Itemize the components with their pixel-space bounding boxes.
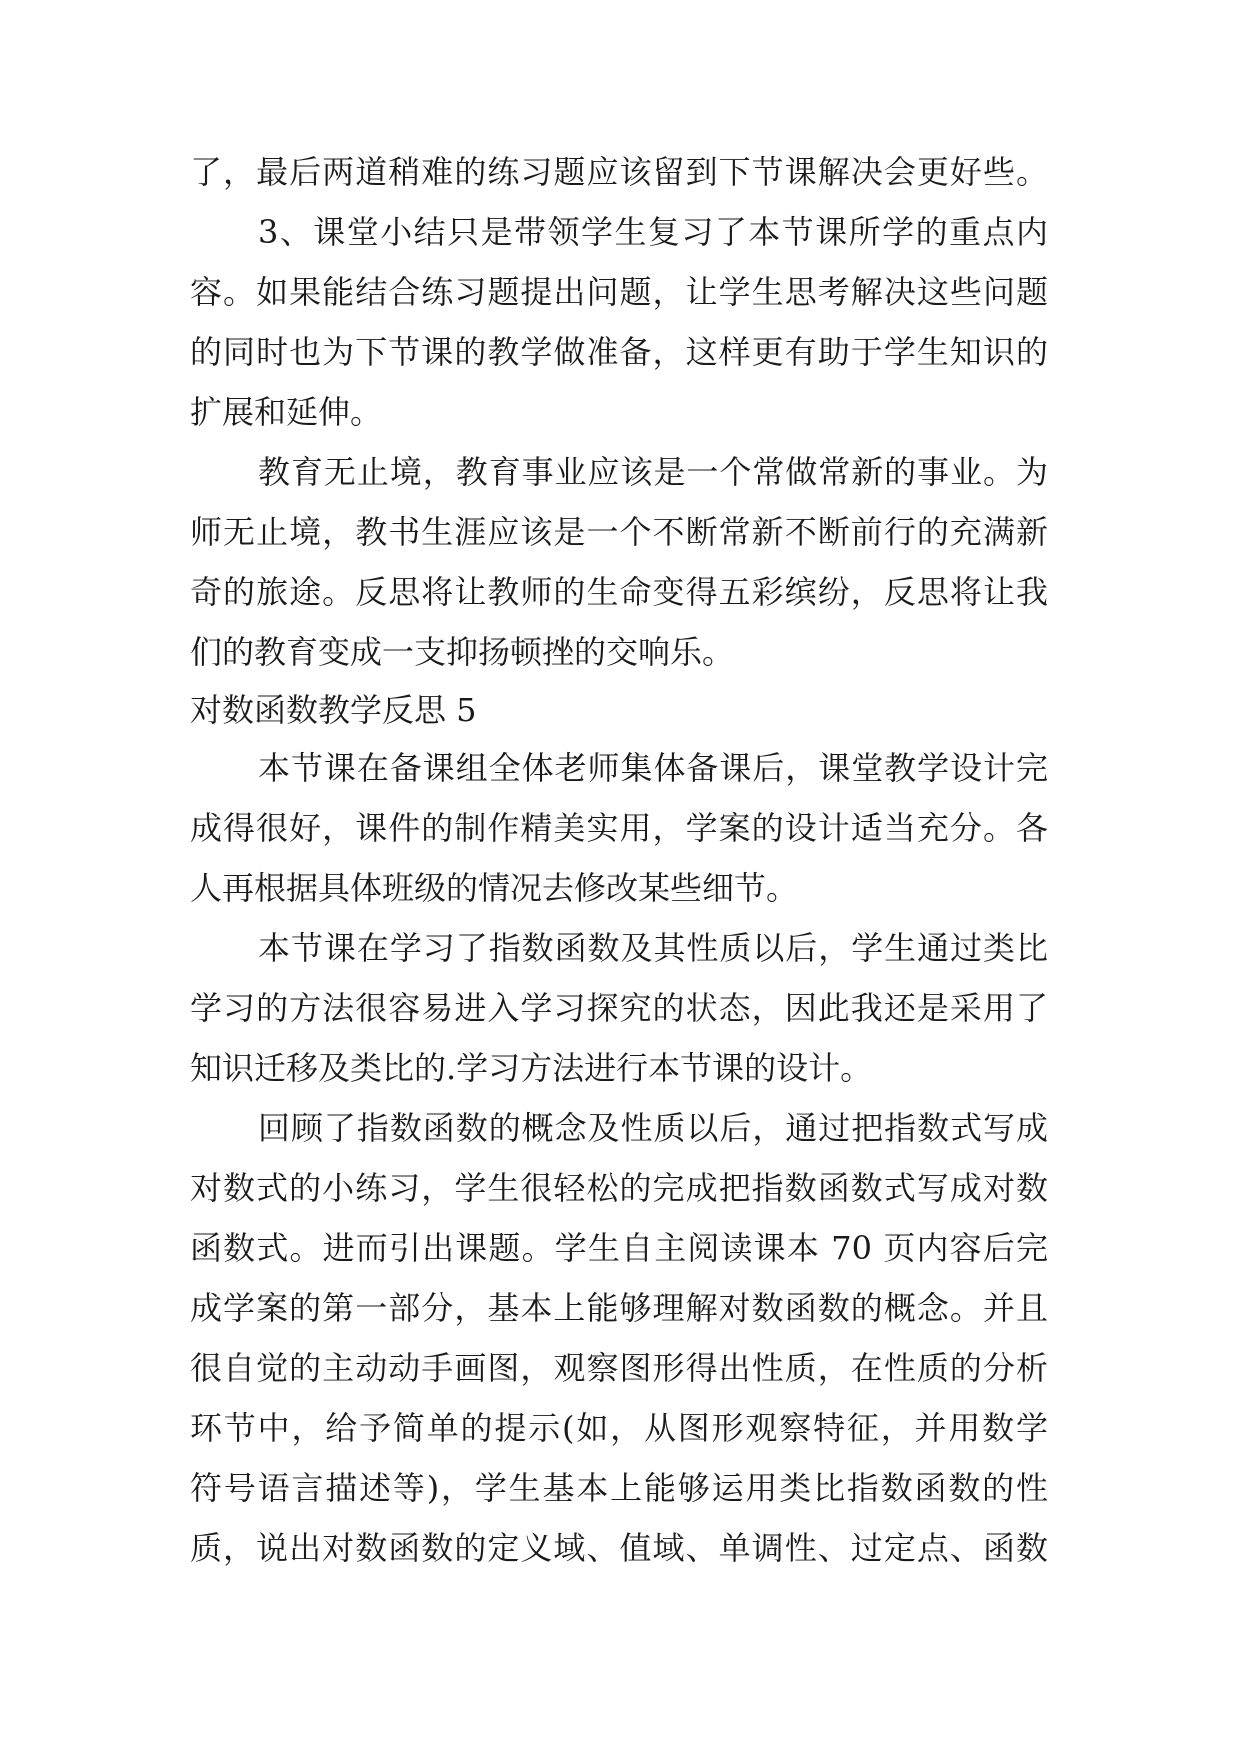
- text-line: 人再根据具体班级的情况去修改某些细节。: [190, 869, 799, 907]
- text-line: 教育无止境，教育事业应该是一个常做常新的事业。为: [258, 453, 1048, 491]
- text-line: 知识迁移及类比的.学习方法进行本节课的设计。: [190, 1049, 873, 1087]
- text-line: 们的教育变成一支抑扬顿挫的交响乐。: [190, 633, 735, 671]
- text-line: 符号语言描述等)，学生基本上能够运用类比指数函数的性: [190, 1469, 1048, 1507]
- text-line: 质，说出对数函数的定义域、值域、单调性、过定点、函数: [190, 1529, 1048, 1567]
- text-line: 师无止境，教书生涯应该是一个不断常新不断前行的充满新: [190, 513, 1048, 551]
- text-line: 成学案的第一部分，基本上能够理解对数函数的概念。并且: [190, 1289, 1048, 1327]
- text-line: 很自觉的主动动手画图，观察图形得出性质，在性质的分析: [190, 1349, 1048, 1387]
- text-line: 的同时也为下节课的教学做准备，这样更有助于学生知识的: [190, 333, 1048, 371]
- text-line: 函数式。进而引出课题。学生自主阅读课本 70 页内容后完: [190, 1229, 1048, 1267]
- text-line: 奇的旅途。反思将让教师的生命变得五彩缤纷，反思将让我: [190, 573, 1048, 611]
- text-line: 回顾了指数函数的概念及性质以后，通过把指数式写成: [258, 1109, 1048, 1147]
- text-line: 3、课堂小结只是带领学生复习了本节课所学的重点内: [258, 213, 1048, 251]
- text-line: 扩展和延伸。: [190, 393, 383, 431]
- text-line: 对数式的小练习，学生很轻松的完成把指数函数式写成对数: [190, 1169, 1048, 1207]
- text-line: 环节中，给予简单的提示(如，从图形观察特征，并用数学: [190, 1409, 1048, 1447]
- section-heading: 对数函数教学反思 5: [190, 691, 477, 729]
- text-line: 本节课在学习了指数函数及其性质以后，学生通过类比: [258, 929, 1048, 967]
- text-line: 学习的方法很容易进入学习探究的状态，因此我还是采用了: [190, 989, 1048, 1027]
- text-line: 了，最后两道稍难的练习题应该留到下节课解决会更好些。: [190, 153, 1048, 191]
- text-line: 成得很好，课件的制作精美实用，学案的设计适当充分。各: [190, 809, 1048, 847]
- text-line: 本节课在备课组全体老师集体备课后，课堂教学设计完: [258, 749, 1048, 787]
- text-line: 容。如果能结合练习题提出问题，让学生思考解决这些问题: [190, 273, 1048, 311]
